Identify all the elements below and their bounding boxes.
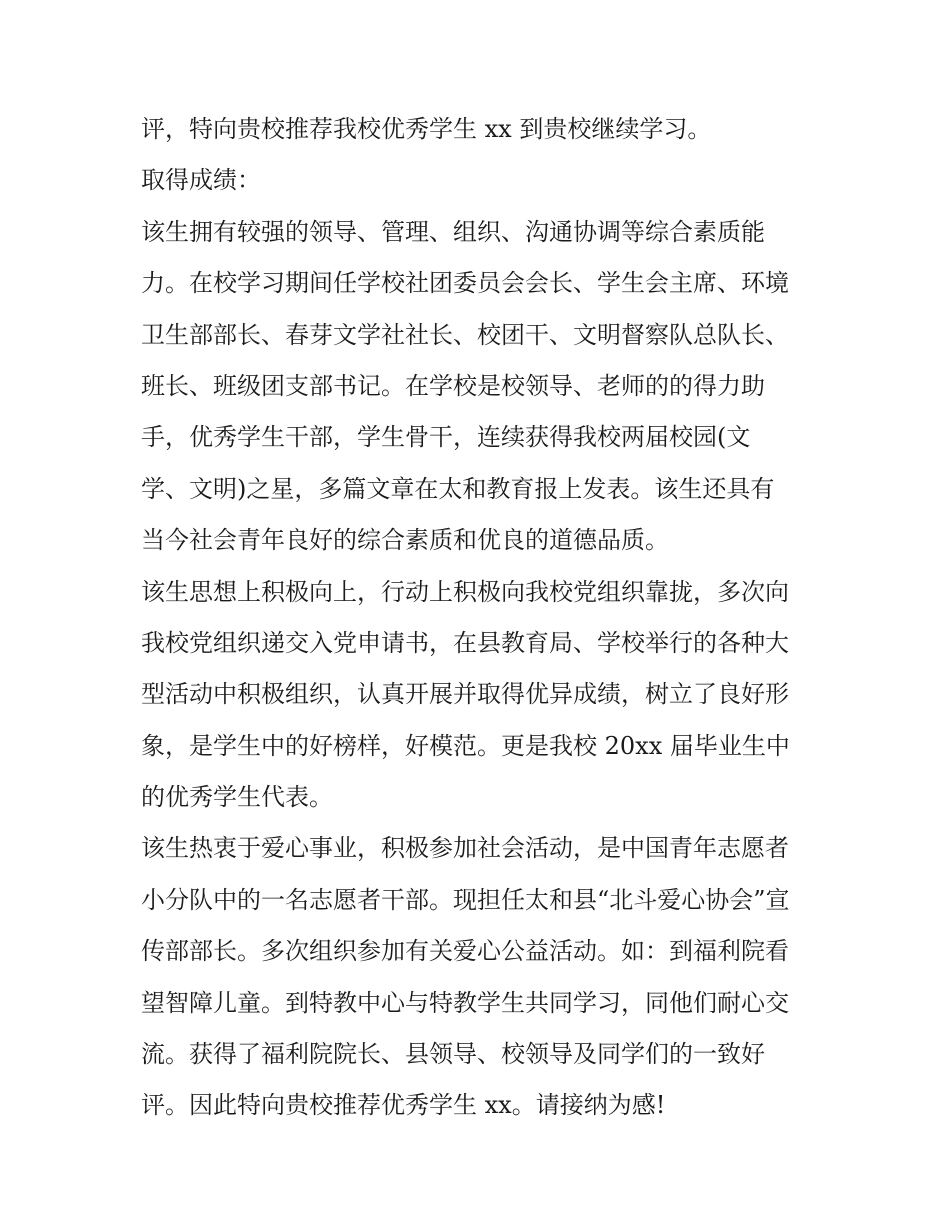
text-line: 学、文明)之星，多篇文章在太和教育报上发表。该生还具有 [141,474,775,503]
document-body [141,104,816,1132]
text-line: 流。获得了福利院院长、县领导、校领导及同学们的一致好 [141,1040,765,1069]
text-line: 传部部长。多次组织参加有关爱心公益活动。如：到福利院看 [141,937,789,966]
text-line: 的优秀学生代表。 [141,783,333,812]
text-line: 型活动中积极组织，认真开展并取得优异成绩，树立了良好形 [141,680,789,709]
text-line: 手，优秀学生干部，学生骨干，连续获得我校两届校园(文 [141,423,751,452]
text-line: 象，是学生中的好榜样，好模范。更是我校 20xx 届毕业生中 [141,731,790,760]
text-line: 望智障儿童。到特教中心与特教学生共同学习，同他们耐心交 [141,988,789,1017]
text-line: 评。因此特向贵校推荐优秀学生 xx。请接纳为感! [141,1091,666,1120]
section-heading: 取得成绩： [141,166,261,195]
text-line: 小分队中的一名志愿者干部。现担任太和县“北斗爱心协会”宣 [141,885,790,914]
text-line: 评，特向贵校推荐我校优秀学生 xx 到贵校继续学习。 [141,115,712,143]
text-line: 该生思想上积极向上，行动上积极向我校党组织靠拢，多次向 [141,577,789,606]
text-line: 我校党组织递交入党申请书，在县教育局、学校举行的各种大 [141,628,789,657]
text-line: 该生拥有较强的领导、管理、组织、沟通协调等综合素质能 [141,217,765,246]
text-line: 该生热衷于爱心事业，积极参加社会活动，是中国青年志愿者 [141,834,789,863]
text-line: 卫生部部长、春芽文学社社长、校团干、文明督察队总队长、 [141,320,789,349]
text-line: 当今社会青年良好的综合素质和优良的道德品质。 [141,526,669,555]
text-line: 班长、班级团支部书记。在学校是校领导、老师的的得力助 [141,371,765,400]
text-line: 力。在校学习期间任学校社团委员会会长、学生会主席、环境 [141,269,789,298]
